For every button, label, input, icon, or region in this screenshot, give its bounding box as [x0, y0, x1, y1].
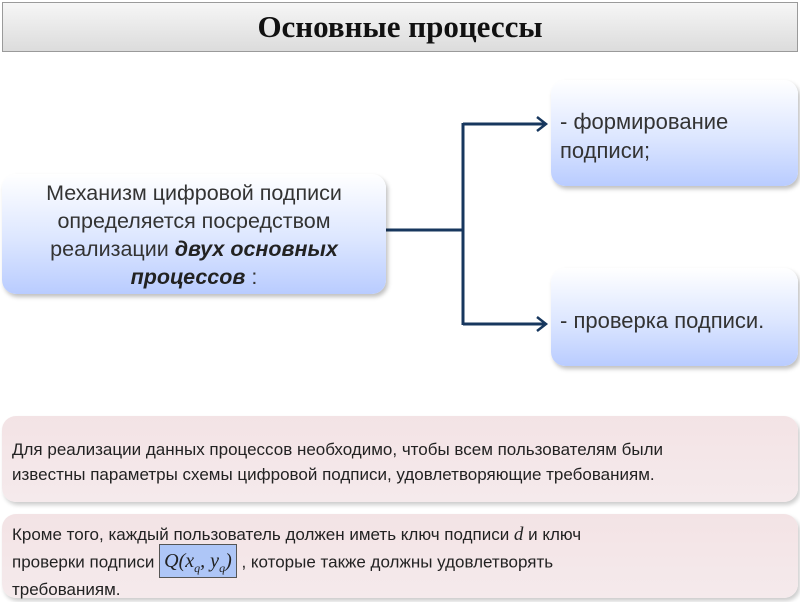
keys-line-3: требованиям. — [12, 578, 798, 602]
parameters-line-2: известны параметры схемы цифровой подписи, удовлетворяющие требованиям. — [12, 462, 798, 487]
formula-q: Q — [164, 550, 178, 572]
formula-close-paren: ) — [225, 550, 232, 572]
keys-line-1 — [12, 523, 798, 548]
signature-verification-box — [551, 268, 798, 366]
main-line-4 — [2, 263, 386, 291]
main-line-3-prefix: реализации — [50, 237, 175, 261]
main-line-4-suffix: : — [245, 265, 257, 289]
keys-line-1-prefix: Кроме того, каждый пользователь должен иметь ключ подписи — [12, 525, 514, 544]
keys-note-box — [2, 514, 798, 598]
creation-line-1: - формирование — [560, 107, 798, 136]
formula-y-sub: q — [219, 561, 225, 575]
formula-y: y — [210, 550, 219, 572]
creation-line-2: подписи; — [560, 136, 798, 165]
formula-open-paren: ( — [179, 550, 186, 572]
main-line-2: определяется посредством — [2, 207, 386, 235]
keys-line-2 — [12, 548, 798, 578]
main-line-4-bold: процессов — [131, 265, 246, 289]
formula-x-sub: q — [194, 561, 200, 575]
signature-key-variable: d — [514, 524, 524, 545]
keys-line-1-suffix: и ключ — [523, 525, 581, 544]
main-line-3 — [2, 235, 386, 263]
page-title: Основные процессы — [257, 9, 542, 45]
keys-line-2-prefix: проверки подписи — [12, 552, 159, 571]
signature-creation-box — [551, 80, 798, 186]
parameters-line-1: Для реализации данных процессов необходимо, чтобы всем пользователям были — [12, 437, 798, 462]
main-line-1: Механизм цифровой подписи — [2, 179, 386, 207]
formula-x: x — [185, 550, 194, 572]
main-line-3-bold: двух основных — [175, 237, 338, 261]
formula-separator: , — [200, 550, 210, 572]
keys-line-2-suffix: , которые также должны удовлетворять — [237, 552, 553, 571]
verification-key-formula — [159, 544, 237, 578]
main-process-box — [2, 174, 386, 294]
parameters-note-box — [2, 416, 798, 502]
verification-label: - проверка подписи. — [560, 306, 798, 335]
